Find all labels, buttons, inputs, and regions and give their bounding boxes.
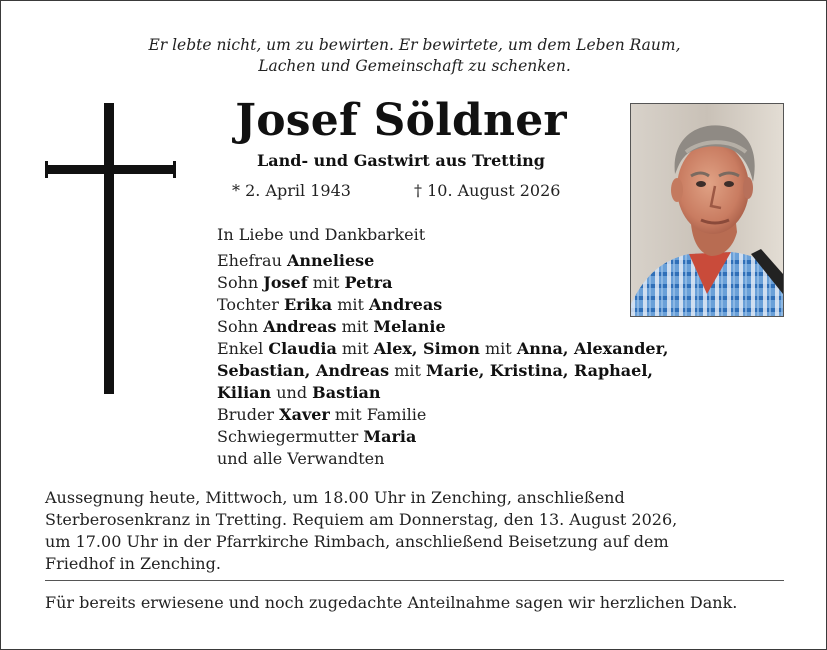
mourner-line (217, 316, 737, 338)
notice-line: Aussegnung heute, Mittwoch, um 18.00 Uhr in Zenching, anschließend (45, 488, 625, 507)
mourner-line (217, 404, 737, 426)
mourner-relation: mit Familie (329, 405, 427, 424)
notice-line: Sterberosenkranz in Tretting. Requiem am Donnerstag, den 13. August 2026, (45, 510, 678, 529)
mourner-name: Marie, Kristina, Raphael, (426, 361, 653, 380)
mourner-line (217, 426, 737, 448)
mourner-line (217, 294, 737, 316)
mourner-name: Andreas (369, 295, 443, 314)
notice-line: um 17.00 Uhr in der Pfarrkirche Rimbach, anschließend Beisetzung auf dem (45, 532, 669, 551)
mourner-relation: und (271, 383, 313, 402)
mourner-name: Anneliese (286, 251, 375, 270)
mourner-name: Alex, Simon (373, 339, 480, 358)
mourner-relation: Sohn (217, 273, 264, 292)
mourner-name: Bastian (312, 383, 381, 402)
mourner-name: Petra (344, 273, 393, 292)
deceased-name: Josef Söldner (235, 95, 567, 146)
mourners-intro: In Liebe und Dankbarkeit (217, 225, 426, 244)
mourners-list (217, 224, 737, 470)
motto (1, 35, 827, 77)
notice-line: Friedhof in Zenching. (45, 554, 221, 573)
mourner-line (217, 360, 737, 382)
mourner-relation: mit (389, 361, 427, 380)
mourner-relation: mit (332, 295, 370, 314)
mourner-line (217, 272, 737, 294)
thanks-text: Für bereits erwiesene und noch zugedachte Anteilnahme sagen wir herzlichen Dank. (45, 593, 738, 612)
mourner-name: Andreas (263, 317, 337, 336)
mourner-line (217, 250, 737, 272)
mourner-name: Anna, Alexander, (516, 339, 669, 358)
mourner-relation: mit (479, 339, 517, 358)
mourner-line (217, 382, 737, 404)
mourner-relation: Tochter (217, 295, 284, 314)
mourner-name: Claudia (268, 339, 337, 358)
motto-line: Lachen und Gemeinschaft zu schenken. (258, 57, 571, 75)
death-date: † 10. August 2026 (414, 181, 561, 200)
mourner-relation: und alle Verwandten (217, 449, 385, 468)
mourner-name: Kilian (217, 383, 272, 402)
mourner-line (217, 338, 737, 360)
mourner-name: Sebastian, Andreas (217, 361, 390, 380)
mourner-relation: Sohn (217, 317, 264, 336)
birth-date: * 2. April 1943 (232, 181, 351, 200)
mourner-relation: mit (336, 339, 374, 358)
mourner-name: Maria (363, 427, 417, 446)
mourner-name: Xaver (279, 405, 330, 424)
mourner-relation: mit (307, 273, 345, 292)
mourner-line (217, 448, 737, 470)
divider (45, 580, 784, 581)
deceased-subtitle: Land- und Gastwirt aus Tretting (257, 151, 545, 170)
motto-line: Er lebte nicht, um zu bewirten. Er bewirtete, um dem Leben Raum, (148, 36, 681, 54)
mourner-name: Melanie (373, 317, 446, 336)
mourner-relation: mit (336, 317, 374, 336)
mourner-relation: Bruder (217, 405, 280, 424)
mourner-relation: Schwiegermutter (217, 427, 364, 446)
mourner-relation: Enkel (217, 339, 269, 358)
mourner-name: Josef (263, 273, 308, 292)
funeral-notice (45, 487, 785, 575)
mourner-name: Erika (283, 295, 333, 314)
mourner-relation: Ehefrau (217, 251, 287, 270)
